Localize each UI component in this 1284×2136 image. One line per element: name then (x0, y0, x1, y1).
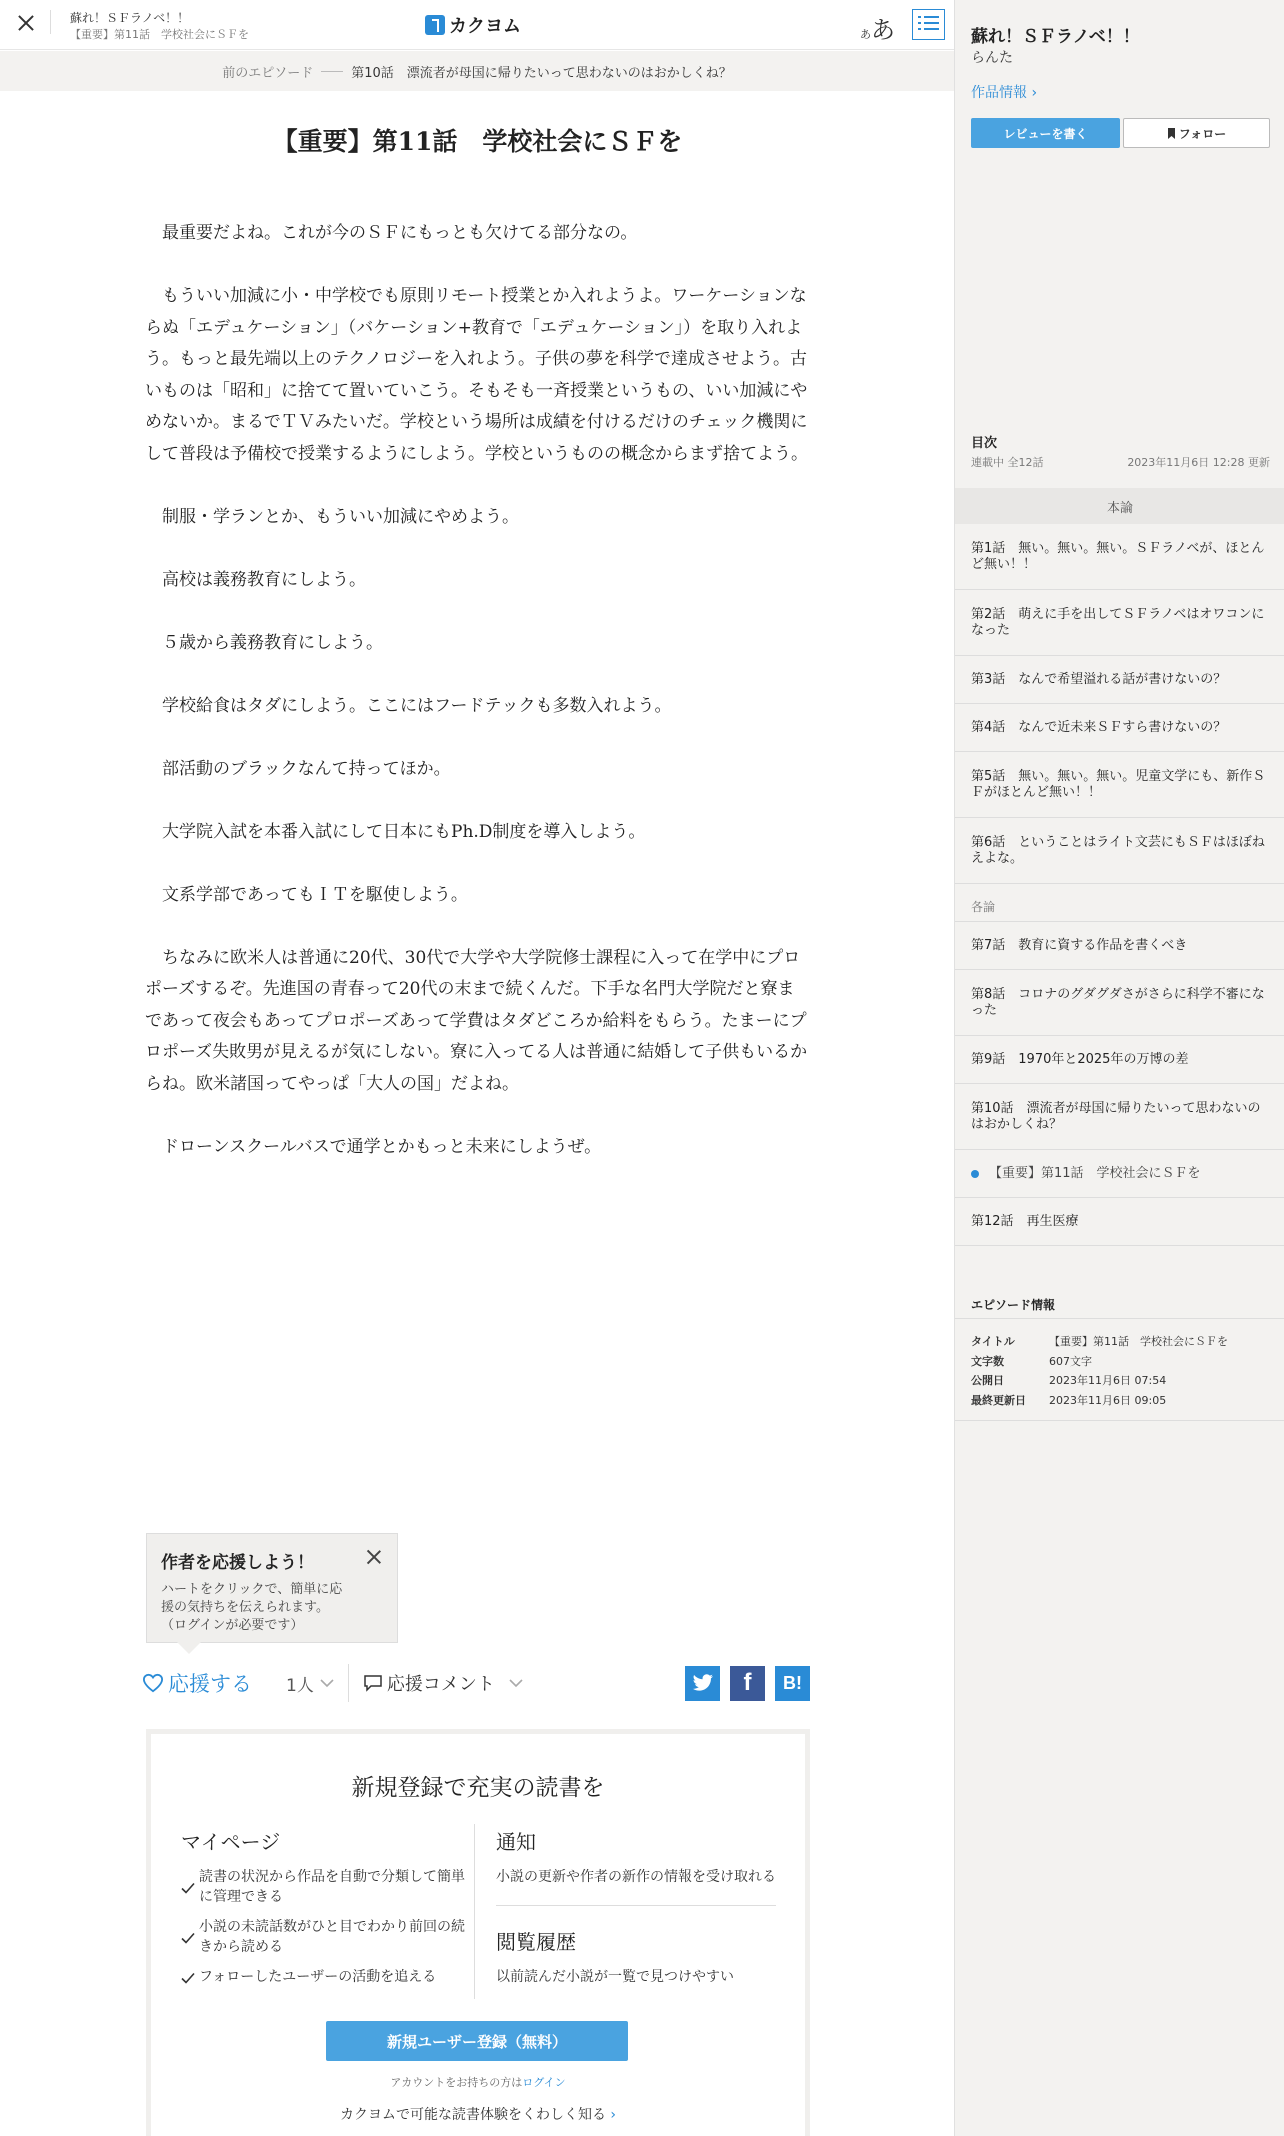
check-icon (181, 1920, 195, 1957)
toc-episode-12[interactable]: 第12話 再生医療 (955, 1198, 1284, 1246)
toc-status: 連載中 全12話 (971, 456, 1044, 469)
toc-episode-3[interactable]: 第3話 なんで希望溢れる話が書けないの？ (955, 656, 1284, 704)
action-row (142, 1660, 810, 1706)
toc-list-icon[interactable] (912, 9, 945, 40)
divider (321, 71, 343, 72)
signup-promo (146, 1729, 810, 2136)
body-paragraph: 部活動のブラックなんて持ってほか。 (162, 758, 451, 779)
body-paragraph: 文系学部であってもＩＴを駆使しよう。 (162, 884, 468, 905)
support-tooltip-title: 作者を応援しよう！ (161, 1553, 314, 1573)
logo-icon (425, 15, 445, 35)
kakuyomu-logo[interactable] (425, 13, 521, 37)
learn-more-link[interactable] (151, 2104, 805, 2124)
info-value: 2023年11月6日 07:54 (1049, 1374, 1167, 1387)
body-paragraph: 最重要だよね。これが今のＳＦにもっとも欠けてる部分なの。 (162, 223, 638, 243)
toc-episode-1[interactable]: 第1話 無い。無い。無い。ＳＦラノベが、ほとんど無い！！ (955, 524, 1284, 590)
history-note: 以前読んだ小説が一覧で見つけやすい (496, 1969, 734, 1985)
episode-info-table (971, 1332, 1271, 1410)
episode-title: 【重要】第11話 学校社会にＳＦを (272, 127, 683, 156)
body-paragraph: 高校は義務教育にしよう。 (162, 569, 366, 590)
divider (474, 1824, 475, 1999)
signup-title: 新規登録で充実の読書を (351, 1775, 605, 1801)
divider (496, 1905, 776, 1906)
chevron-down-icon (320, 1679, 334, 1688)
tooltip-line: （ログインが必要です） (161, 1618, 304, 1633)
info-value: 【重要】第11話 学校社会にＳＦを (1049, 1335, 1228, 1348)
toc-episode-5[interactable]: 第5話 無い。無い。無い。児童文学にも、新作ＳＦがほとんど無い！！ (955, 752, 1284, 818)
sidebar-author[interactable]: らんた (971, 50, 1013, 66)
support-tooltip-text (161, 1581, 383, 1635)
info-key: 公開日 (971, 1374, 1004, 1387)
write-review-button[interactable]: レビューを書く (971, 118, 1120, 148)
font-large-label: あ (871, 16, 895, 44)
hatena-icon: B! (783, 1672, 802, 1693)
prev-episode-label: 前のエピソード (222, 65, 314, 81)
prev-episode-title[interactable]: 第10話 漂流者が母国に帰りたいって思わないのはおかしくね？ (351, 65, 732, 81)
learn-more-label: カクヨムで可能な読書体験をくわしく知る (339, 2107, 606, 2123)
info-value: 607文字 (1049, 1354, 1092, 1368)
bookmark-plus-icon (1167, 128, 1176, 139)
body-paragraph: 制服・学ランとか、もういい加減にやめよう。 (162, 506, 519, 527)
font-size-button[interactable] (860, 10, 895, 45)
hatena-bookmark-button[interactable] (775, 1666, 810, 1701)
toc-section-sub: 各論 (955, 884, 1284, 922)
body-paragraph: ちなみに欧米人は普通に20代、30代で大学や大学院修士課程に入って在学中にプロポーズするぞ。先進国の青春って20代の末まで続くんだ。下手な名門大学院だと寮まであって夜会もあってプロポーズあって学費はタダどころか給料をもらう。たまーにプロポーズ失敗男が見えるが気にしない。寮に入ってる人は普通に結婚して子供もいるからね。欧米諸国ってやっぱ「大人の国」だよね。 (145, 947, 808, 1094)
toc-episode-9[interactable]: 第9話 1970年と2025年の万博の差 (955, 1036, 1284, 1084)
top-bar (0, 0, 954, 50)
font-small-label: あ (860, 28, 871, 41)
divider (348, 1664, 349, 1702)
login-prefix: アカウントをお持ちの方は (390, 2076, 523, 2089)
register-button[interactable]: 新規ユーザー登録（無料） (326, 2021, 628, 2061)
prev-episode-bar[interactable] (0, 51, 954, 91)
tooltip-line: 援の気持ちを伝えられます。 (161, 1600, 329, 1615)
current-episode-dot-icon (971, 1170, 979, 1178)
support-comment-button[interactable] (363, 1670, 523, 1696)
episode-subtitle: 【重要】第11話 学校社会にＳＦを (70, 28, 249, 41)
work-info-link[interactable] (971, 82, 1037, 102)
support-button[interactable] (142, 1668, 252, 1698)
support-count: 1人 (286, 1675, 314, 1696)
feature-text: 小説の未読話数がひと目でわかり前回の続きから読める (199, 1919, 465, 1955)
toc-list (955, 524, 1284, 1246)
check-icon (181, 1970, 195, 1987)
support-label: 応援する (168, 1672, 252, 1696)
body-paragraph: 学校給食はタダにしよう。ここにはフードテックも多数入れよう。 (162, 695, 672, 716)
mypage-heading: マイページ (181, 1830, 281, 1854)
body-paragraph: ５歳から義務教育にしよう。 (162, 632, 383, 653)
toc-episode-6[interactable]: 第6話 ということはライト文芸にもＳＦはほぼねえよな。 (955, 818, 1284, 884)
episode-info-row (971, 1391, 1271, 1411)
body-paragraph: ドローンスクールバスで通学とかもっと未来にしようぜ。 (162, 1136, 602, 1157)
feature-item (181, 1917, 471, 1957)
episode-body (145, 218, 810, 1195)
notification-heading: 通知 (496, 1830, 536, 1854)
toc-section-main: 本論 (955, 488, 1284, 524)
support-comment-label: 応援コメント (386, 1674, 495, 1695)
logo-text: カクヨム (449, 16, 521, 37)
facebook-share-button[interactable] (730, 1666, 765, 1701)
support-tooltip (146, 1533, 398, 1643)
history-heading: 閲覧履歴 (496, 1930, 576, 1954)
toc-updated: 2023年11月6日 12:28 更新 (1127, 456, 1270, 469)
share-buttons (685, 1666, 810, 1701)
chevron-right-icon: › (610, 2107, 617, 2123)
follow-button[interactable] (1123, 118, 1270, 148)
close-icon[interactable] (12, 10, 40, 38)
chevron-right-icon: › (1031, 85, 1038, 101)
work-title[interactable]: 蘇れ！ＳＦラノベ！！ (70, 11, 190, 25)
toc-episode-label: 【重要】第11話 学校社会にＳＦを (989, 1165, 1201, 1181)
toc-episode-2[interactable]: 第2話 萌えに手を出してＳＦラノベはオワコンになった (955, 590, 1284, 656)
heart-icon (142, 1673, 164, 1693)
feature-text: フォローしたユーザーの活動を追える (199, 1969, 437, 1985)
info-key: 文字数 (971, 1354, 1004, 1368)
follow-label: フォロー (1178, 126, 1227, 141)
work-info-label: 作品情報 (971, 85, 1027, 101)
sidebar (954, 0, 1284, 2136)
twitter-icon (692, 1674, 714, 1692)
toc-episode-7[interactable]: 第7話 教育に資する作品を書くべき (955, 922, 1284, 970)
login-link[interactable]: ログイン (522, 2076, 566, 2089)
check-icon (181, 1870, 195, 1907)
comment-icon (363, 1674, 383, 1692)
feature-text: 読書の状況から作品を自動で分類して簡単に管理できる (199, 1869, 465, 1905)
divider (955, 1318, 1284, 1319)
toc-heading: 目次 (971, 436, 998, 451)
twitter-share-button[interactable] (685, 1666, 720, 1701)
info-value: 2023年11月6日 09:05 (1049, 1393, 1167, 1407)
facebook-icon: f (743, 1669, 752, 1696)
login-prompt (151, 2074, 805, 2090)
divider (50, 10, 51, 34)
info-key: 最終更新日 (971, 1393, 1026, 1407)
chevron-down-icon (509, 1679, 523, 1688)
episode-info-row (971, 1332, 1271, 1352)
toc-episode-8[interactable]: 第8話 コロナのグダグダさがさらに科学不審になった (955, 970, 1284, 1036)
other-features (496, 1826, 776, 1987)
toc-episode-4[interactable]: 第4話 なんで近未来ＳＦすら書けないの？ (955, 704, 1284, 752)
info-key: タイトル (971, 1335, 1015, 1348)
episode-info-row (971, 1371, 1271, 1391)
feature-item (181, 1967, 471, 1987)
body-paragraph: 大学院入試を本番入試にして日本にもPh.D制度を導入しよう。 (162, 821, 646, 842)
close-icon[interactable] (365, 1548, 383, 1566)
body-paragraph: もういい加減に小・中学校でも原則リモート授業とか入れようよ。ワーケーションならぬ「エデュケーション」（バケーション+教育で「エデュケーション」）を取り入れよう。もっと最先端以上のテクノロジーを入れよう。子供の夢を科学で達成させよう。古いものは「昭和」に捨てて置いていこう。そもそも一斉授業というもの、いい加減にやめないか。まるでＴＶみたいだ。学校という場所は成績を付けるだけのチェック機関にして普段は予備校で授業するようにしよう。学校というものの概念からまず捨てよう。 (145, 286, 808, 464)
tooltip-line: ハートをクリックで、簡単に応 (161, 1582, 343, 1597)
sidebar-work-title[interactable]: 蘇れ！ＳＦラノベ！！ (971, 27, 1140, 47)
toc-episode-11-current[interactable] (955, 1150, 1284, 1198)
episode-info-heading: エピソード情報 (971, 1298, 1056, 1312)
support-count-toggle[interactable] (286, 1671, 334, 1696)
episode-info-row (971, 1352, 1271, 1372)
feature-item (181, 1867, 471, 1907)
toc-episode-10[interactable]: 第10話 漂流者が母国に帰りたいって思わないのはおかしくね？ (955, 1084, 1284, 1150)
mypage-features (181, 1826, 471, 1997)
notification-note: 小説の更新や作者の新作の情報を受け取れる (496, 1869, 776, 1885)
divider (955, 1420, 1284, 1421)
